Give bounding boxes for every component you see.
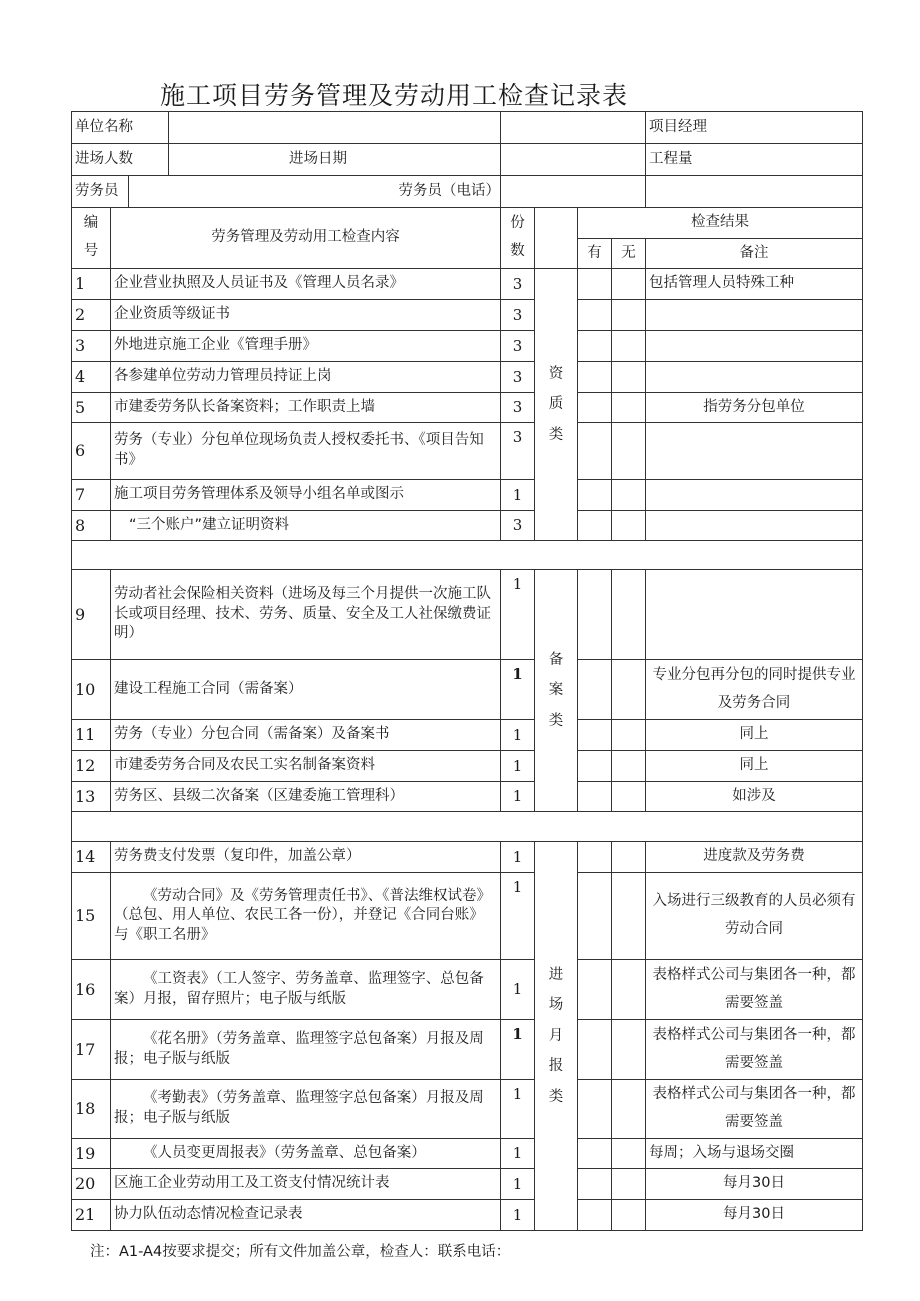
row-content: 《劳动合同》及《劳务管理责任书》、《普法维权试卷》（总包、用人单位、农民工各一份），并登记《合同台账》与《职工名册》 [111,873,501,960]
row-remark: 表格样式公司与集团各一种，都需要签盖 [646,960,863,1020]
row-content: 劳务（专业）分包单位现场负责人授权委托书、《项目告知书》 [111,423,501,480]
row-copies: 1 [501,960,535,1020]
category-monthly-report: 进 场 月 报 类 [535,842,578,1231]
check-no-cell[interactable] [612,480,646,511]
check-yes-cell[interactable] [578,393,612,423]
row-remark [646,570,863,660]
row-remark: 进度款及劳务费 [646,842,863,873]
check-no-cell[interactable] [612,1020,646,1080]
row-copies: 1 [501,751,535,782]
check-yes-cell[interactable] [578,1080,612,1139]
row-content: 劳务费支付发票（复印件，加盖公章） [111,842,501,873]
row-copies: 1 [501,1169,535,1200]
col-content: 劳务管理及劳动用工检查内容 [111,208,501,269]
table-row [72,570,863,660]
row-no: 5 [72,393,111,423]
table-row [72,423,863,480]
check-no-cell[interactable] [612,1139,646,1169]
row-content: 《人员变更周报表》（劳务盖章、总包备案） [111,1139,501,1169]
check-yes-cell[interactable] [578,1139,612,1169]
row-content: 劳务（专业）分包合同（需备案）及备案书 [111,720,501,751]
row-copies: 3 [501,300,535,331]
unit-name-label: 单位名称 [75,118,133,135]
row-content: 外地进京施工企业《管理手册》 [111,331,501,362]
header-row-entry [72,144,863,176]
row-remark: 每月30日 [646,1169,863,1200]
row-no: 16 [72,960,111,1020]
entry-count-label: 进场人数 [75,150,133,167]
row-copies: 3 [501,393,535,423]
row-no: 18 [72,1080,111,1139]
column-header-row-1 [72,208,863,239]
row-no: 14 [72,842,111,873]
check-yes-cell[interactable] [578,362,612,393]
check-yes-cell[interactable] [578,1169,612,1200]
labor-staff-label: 劳务员 [75,182,119,199]
table-row [72,300,863,331]
check-no-cell[interactable] [612,1200,646,1231]
row-no: 11 [72,720,111,751]
row-remark [646,362,863,393]
check-yes-cell[interactable] [578,423,612,480]
check-no-cell[interactable] [612,570,646,660]
row-remark: 专业分包再分包的同时提供专业及劳务合同 [646,660,863,720]
row-no: 13 [72,782,111,812]
check-no-cell[interactable] [612,873,646,960]
labor-phone-label: 劳务员（电话） [128,176,501,207]
check-no-cell[interactable] [612,1080,646,1139]
row-content: 企业营业执照及人员证书及《管理人员名录》 [111,269,501,300]
row-no: 17 [72,1020,111,1080]
col-no-line1: 编 [83,215,99,232]
header-row-labor [72,176,863,208]
row-no: 12 [72,751,111,782]
check-yes-cell[interactable] [578,300,612,331]
row-content: 协力队伍动态情况检查记录表 [111,1200,501,1231]
col-category [535,208,578,269]
check-no-cell[interactable] [612,300,646,331]
table-row [72,331,863,362]
category-filing: 备 案 类 [535,570,578,812]
row-remark: 指劳务分包单位 [646,393,863,423]
row-no: 1 [72,269,111,300]
row-copies: 1 [501,1020,535,1080]
check-no-cell[interactable] [612,720,646,751]
check-yes-cell[interactable] [578,511,612,541]
check-yes-cell[interactable] [578,782,612,812]
row-content: 劳务区、县级二次备案（区建委施工管理科） [111,782,501,812]
table-row [72,1080,863,1139]
row-copies: 3 [501,423,535,480]
table-row [72,751,863,782]
labor-extra-field[interactable] [646,176,863,208]
check-no-cell[interactable] [612,782,646,812]
entry-date-field[interactable] [501,144,646,176]
check-no-cell[interactable] [612,511,646,541]
page-title: 施工项目劳务管理及劳动用工检查记录表 [160,81,629,110]
footer-note: 注：A1-A4按要求提交；所有文件加盖公章，检查人：联系电话： [90,1244,511,1260]
col-result: 检查结果 [578,208,863,239]
table-row [72,511,863,541]
entry-date-label: 进场日期 [168,144,500,175]
row-copies: 1 [501,842,535,873]
col-no-line2: 号 [83,243,99,259]
check-yes-cell[interactable] [578,660,612,720]
row-remark [646,511,863,541]
check-no-cell[interactable] [612,960,646,1020]
row-remark: 包括管理人员特殊工种 [646,269,863,300]
table-row [72,842,863,873]
row-copies: 1 [501,660,535,720]
row-no: 7 [72,480,111,511]
check-yes-cell[interactable] [578,570,612,660]
row-remark: 表格样式公司与集团各一种，都需要签盖 [646,1020,863,1080]
row-no: 3 [72,331,111,362]
section-separator [72,541,863,570]
row-content: 市建委劳务队长备案资料；工作职责上墙 [111,393,501,423]
unit-name-field[interactable] [168,112,500,143]
row-copies: 1 [501,873,535,960]
row-no: 10 [72,660,111,720]
row-content: “三个账户”建立证明资料 [111,511,501,541]
row-no: 21 [72,1200,111,1231]
row-content: 市建委劳务合同及农民工实名制备案资料 [111,751,501,782]
check-no-cell[interactable] [612,1169,646,1200]
category-qualification: 资 质 类 [535,269,578,541]
table-row [72,393,863,423]
row-no: 2 [72,300,111,331]
table-row [72,362,863,393]
row-remark [646,480,863,511]
check-yes-cell[interactable] [578,960,612,1020]
check-yes-cell[interactable] [578,751,612,782]
row-no: 20 [72,1169,111,1200]
row-content: 《考勤表》（劳务盖章、监理签字总包备案）月报及周报；电子版与纸版 [111,1080,501,1139]
row-copies: 3 [501,511,535,541]
check-no-cell[interactable] [612,751,646,782]
row-copies: 1 [501,1139,535,1169]
row-content: 劳动者社会保险相关资料（进场及每三个月提供一次施工队长或项目经理、技术、劳务、质量、安全及工人社保缴费证明） [111,570,501,660]
check-no-cell[interactable] [612,423,646,480]
row-remark: 入场进行三级教育的人员必须有劳动合同 [646,873,863,960]
row-content: 建设工程施工合同（需备案） [111,660,501,720]
row-content: 区施工企业劳动用工及工资支付情况统计表 [111,1169,501,1200]
row-remark: 表格样式公司与集团各一种，都需要签盖 [646,1080,863,1139]
row-remark [646,300,863,331]
row-no: 8 [72,511,111,541]
check-yes-cell[interactable] [578,269,612,300]
check-yes-cell[interactable] [578,842,612,873]
check-no-cell[interactable] [612,660,646,720]
row-no: 6 [72,423,111,480]
row-no: 19 [72,1139,111,1169]
check-yes-cell[interactable] [578,480,612,511]
check-yes-cell[interactable] [578,873,612,960]
row-content: 《工资表》（工人签字、劳务盖章、监理签字、总包备案）月报，留存照片；电子版与纸版 [111,960,501,1020]
row-content: 施工项目劳务管理体系及领导小组名单或图示 [111,480,501,511]
table-row [72,1020,863,1080]
row-remark: 如涉及 [646,782,863,812]
table-row [72,660,863,720]
table-row [72,480,863,511]
check-yes-cell[interactable] [578,1200,612,1231]
check-yes-cell[interactable] [578,1020,612,1080]
col-no-result: 无 [612,239,646,269]
row-copies: 1 [501,1080,535,1139]
table-row [72,873,863,960]
row-content: 各参建单位劳动力管理员持证上岗 [111,362,501,393]
table-row [72,720,863,751]
check-yes-cell[interactable] [578,331,612,362]
check-no-cell[interactable] [612,842,646,873]
row-remark: 同上 [646,751,863,782]
check-no-cell[interactable] [612,331,646,362]
labor-phone-field[interactable] [501,176,646,208]
row-copies: 3 [501,362,535,393]
row-copies: 1 [501,480,535,511]
row-no: 4 [72,362,111,393]
check-no-cell[interactable] [612,362,646,393]
table-row [72,1169,863,1200]
col-copies-line2: 数 [510,243,525,259]
table-row [72,1200,863,1231]
col-yes: 有 [578,239,612,269]
row-copies: 1 [501,1200,535,1231]
row-copies: 1 [501,570,535,660]
check-yes-cell[interactable] [578,720,612,751]
check-no-cell[interactable] [612,269,646,300]
col-remark: 备注 [646,239,863,269]
section-separator [72,812,863,842]
quantity-label: 工程量 [646,144,863,176]
row-remark: 每周；入场与退场交圈 [646,1139,863,1169]
table-row [72,782,863,812]
row-copies: 3 [501,269,535,300]
check-no-cell[interactable] [612,393,646,423]
row-remark [646,423,863,480]
inspection-form-table [71,111,863,1231]
row-remark: 同上 [646,720,863,751]
col-copies-line1: 份 [510,215,525,232]
row-copies: 1 [501,782,535,812]
row-no: 9 [72,570,111,660]
table-row [72,1139,863,1169]
row-content: 《花名册》（劳务盖章、监理签字总包备案）月报及周报；电子版与纸版 [111,1020,501,1080]
row-copies: 1 [501,720,535,751]
row-no: 15 [72,873,111,960]
row-copies: 3 [501,331,535,362]
row-content: 企业资质等级证书 [111,300,501,331]
row-remark [646,331,863,362]
header-row-unit [72,112,863,144]
row-remark: 每月30日 [646,1200,863,1231]
table-row [72,960,863,1020]
table-row [72,269,863,300]
project-manager-label: 项目经理 [646,112,863,144]
unit-name-field-cont[interactable] [501,112,646,144]
